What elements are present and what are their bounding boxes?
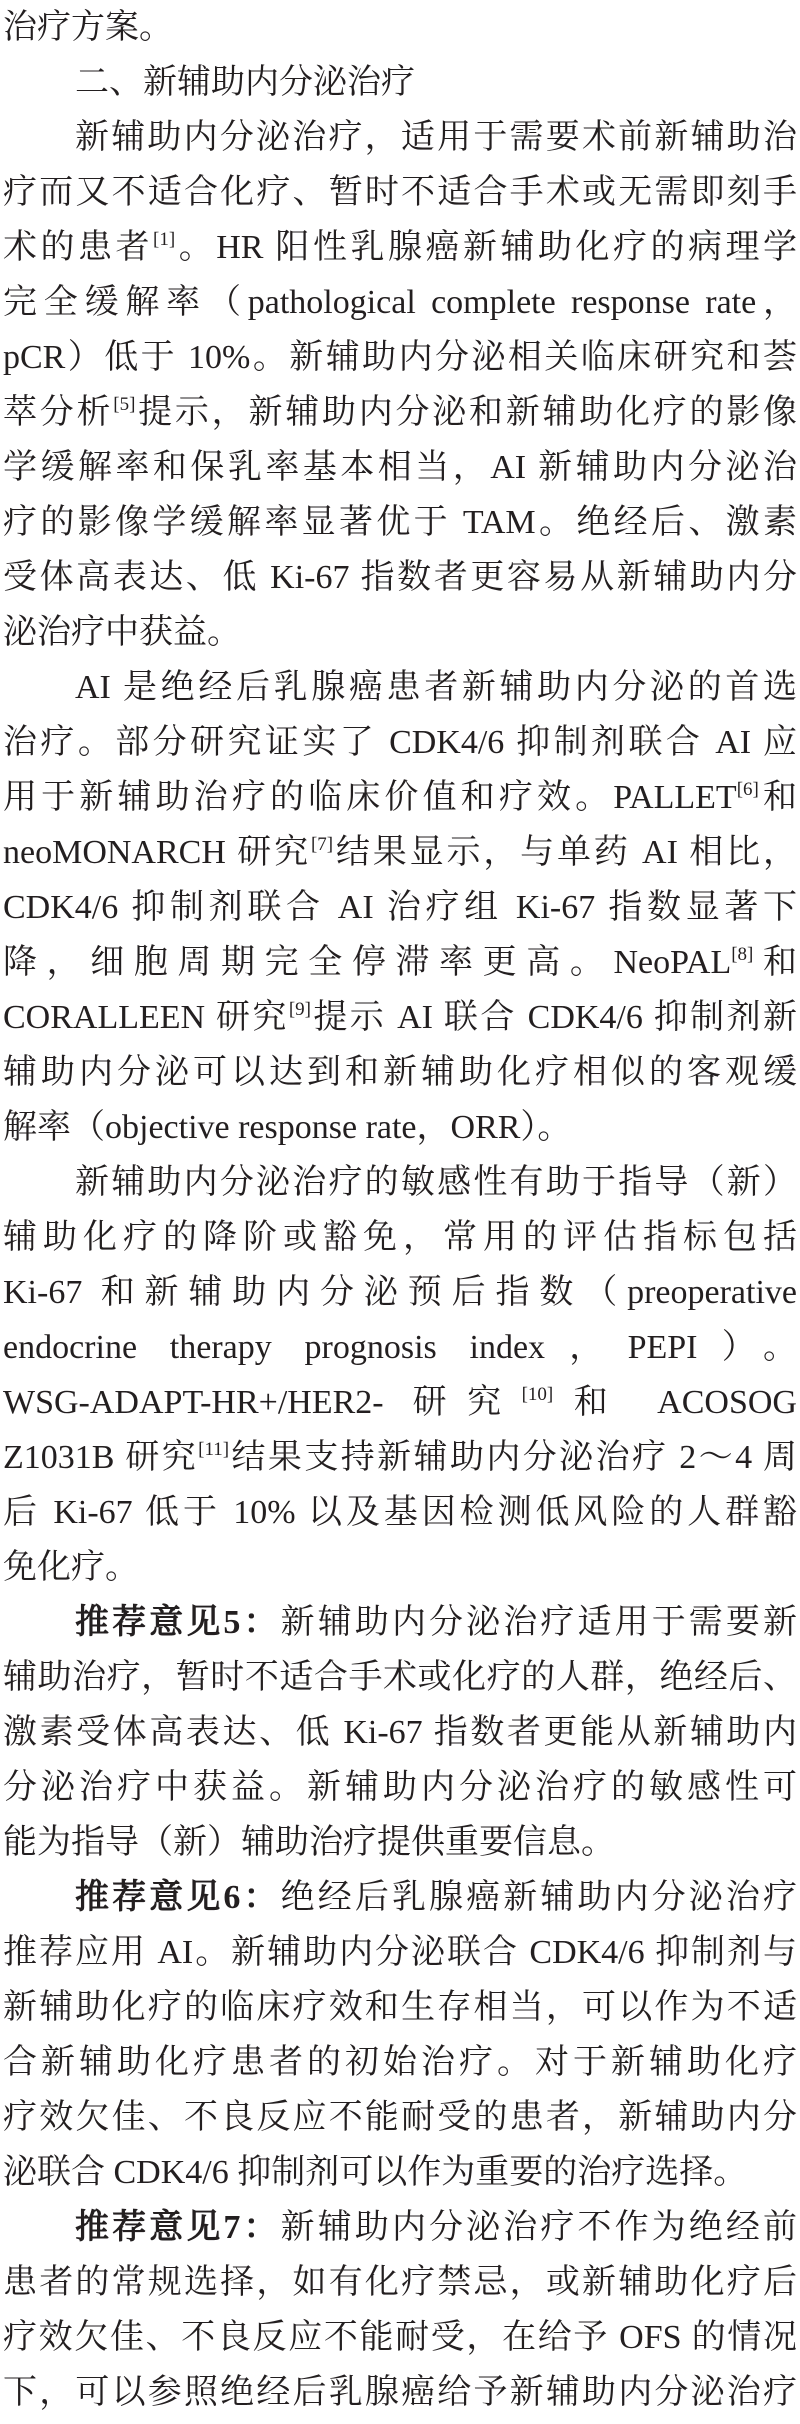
text-run: 新辅助化疗的临床疗效和生存相当，可以作为不适 (3, 1989, 797, 2026)
text-line (3, 495, 797, 550)
text-line (3, 825, 797, 880)
text-line (3, 1925, 797, 1980)
text-line (3, 1100, 797, 1155)
citation-ref: [9] (288, 999, 311, 1020)
text-run: 新辅助内分泌治疗适用于需要新 (280, 1604, 797, 1641)
text-line (3, 1045, 797, 1100)
text-run: 疗效欠佳、不良反应不能耐受，在给予 OFS 的情况 (3, 2319, 797, 2356)
text-run: 结果显示，与单药 AI 相比， (333, 834, 797, 871)
text-run: 受体高表达、低 Ki-67 指数者更容易从新辅助内分 (3, 559, 797, 596)
citation-ref: [10] (521, 1384, 554, 1405)
text-line (3, 1650, 797, 1705)
text-line (3, 1375, 797, 1430)
text-line (3, 880, 797, 935)
text-line (3, 220, 797, 275)
text-run: 萃分析 (3, 394, 114, 431)
text-line (3, 1485, 797, 1540)
text-run: 疗效欠佳、不良反应不能耐受的患者，新辅助内分 (3, 2099, 797, 2136)
text-line (3, 1320, 797, 1375)
text-line (3, 1595, 797, 1650)
text-line (3, 1870, 797, 1925)
text-run: 。HR 阳性乳腺癌新辅助化疗的病理学 (175, 229, 797, 266)
recommendation-label: 推荐意见7： (75, 2209, 281, 2246)
text-line (3, 1540, 797, 1595)
recommendation-paragraph (3, 1870, 797, 2200)
text-line (3, 935, 797, 990)
text-line (3, 330, 797, 385)
text-run: 合新辅助化疗患者的初始治疗。对于新辅助化疗 (3, 2044, 797, 2081)
citation-ref: [7] (310, 834, 334, 855)
text-run: 辅助治疗，暂时不适合手术或化疗的人群，绝经后、 (3, 1659, 797, 1696)
text-run: 能为指导（新）辅助治疗提供重要信息。 (3, 1824, 615, 1861)
text-run: 学缓解率和保乳率基本相当，AI 新辅助内分泌治 (3, 449, 797, 486)
text-run: Z1031B 研究 (3, 1439, 199, 1476)
text-run: neoMONARCH 研究 (3, 834, 311, 871)
text-line (3, 2145, 797, 2200)
text-run: 绝经后乳腺癌新辅助内分泌治疗 (280, 1879, 797, 1916)
text-line (3, 1705, 797, 1760)
text-line (3, 110, 797, 165)
text-run: 疗而又不适合化疗、暂时不适合手术或无需即刻手 (3, 174, 797, 211)
text-line (3, 1155, 797, 1210)
text-run: 解率（objective response rate，ORR）。 (3, 1109, 572, 1146)
citation-ref: [8] (731, 944, 754, 965)
text-line (3, 385, 797, 440)
text-run: 激素受体高表达、低 Ki-67 指数者更能从新辅助内 (3, 1714, 797, 1751)
text-line (3, 2035, 797, 2090)
text-line (3, 1815, 797, 1870)
recommendation-label: 推荐意见5： (75, 1604, 281, 1641)
text-line (3, 550, 797, 605)
text-line (3, 2255, 797, 2310)
text-line (3, 1430, 797, 1485)
text-run: 降，细胞周期完全停滞率更高。NeoPAL (3, 944, 732, 981)
section-heading: 二、新辅助内分泌治疗 (75, 64, 415, 101)
text-run: 免化疗。 (3, 1549, 139, 1586)
text-run: 泌联合 CDK4/6 抑制剂可以作为重要的治疗选择。 (3, 2154, 748, 2191)
continued-paragraph (3, 0, 797, 55)
text-run: 辅助内分泌可以达到和新辅助化疗相似的客观缓 (3, 1054, 797, 1091)
text-run: 结果支持新辅助内分泌治疗 2～4 周 (229, 1439, 797, 1476)
text-run: 新辅助内分泌治疗，适用于需要术前新辅助治 (75, 119, 797, 156)
citation-ref: [5] (113, 394, 136, 415)
text-line (3, 1265, 797, 1320)
text-line (3, 605, 797, 660)
text-line (3, 440, 797, 495)
citation-ref: [11] (198, 1439, 230, 1460)
text-run: 后 Ki-67 低于 10% 以及基因检测低风险的人群豁 (3, 1494, 797, 1531)
body-paragraph (3, 1155, 797, 1595)
text-line (3, 165, 797, 220)
text-run: 完全缓解率（pathological complete response rate， (3, 284, 797, 321)
text-run: endocrine therapy prognosis index，PEPI）。 (3, 1329, 797, 1366)
citation-ref: [1] (153, 229, 176, 250)
text-run: 下，可以参照绝经后乳腺癌给予新辅助内分泌治疗 (3, 2374, 797, 2411)
text-line (3, 1980, 797, 2035)
text-line (3, 1210, 797, 1265)
text-run: CORALLEEN 研究 (3, 999, 289, 1036)
text-run: 辅助化疗的降阶或豁免，常用的评估指标包括 (3, 1219, 797, 1256)
text-run: Ki-67 和新辅助内分泌预后指数（preoperative (3, 1274, 797, 1311)
text-line (3, 660, 797, 715)
text-line (3, 2365, 797, 2420)
text-line (3, 1760, 797, 1815)
text-run: 用于新辅助治疗的临床价值和疗效。PALLET (3, 779, 737, 816)
text-line (3, 2200, 797, 2255)
body-paragraph (3, 660, 797, 1155)
recommendation-paragraph (3, 1595, 797, 1870)
text-run: 泌治疗中获益。 (3, 614, 241, 651)
text-run: 和 ACOSOG (553, 1384, 797, 1421)
text-run: 分泌治疗中获益。新辅助内分泌治疗的敏感性可 (3, 1769, 797, 1806)
text-run: 提示 AI 联合 CDK4/6 抑制剂新 (310, 999, 797, 1036)
text-line (3, 0, 797, 55)
text-run: AI 是绝经后乳腺癌患者新辅助内分泌的首选 (75, 669, 797, 706)
citation-ref: [6] (736, 779, 759, 800)
text-run: WSG-ADAPT-HR+/HER2- 研究 (3, 1384, 522, 1421)
text-line (3, 2310, 797, 2365)
text-line (3, 2090, 797, 2145)
body-paragraph (3, 110, 797, 660)
recommendation-paragraph (3, 2200, 797, 2420)
text-run: 术的患者 (3, 229, 154, 266)
text-run: pCR）低于 10%。新辅助内分泌相关临床研究和荟 (3, 339, 797, 376)
recommendations (3, 1595, 797, 2420)
text-run: 疗的影像学缓解率显著优于 TAM。绝经后、激素 (3, 504, 797, 541)
text-line (3, 275, 797, 330)
text-line (3, 715, 797, 770)
body-paragraphs (3, 110, 797, 1595)
text-run: 新辅助内分泌治疗不作为绝经前 (280, 2209, 797, 2246)
text-run: 治疗。部分研究证实了 CDK4/6 抑制剂联合 AI 应 (3, 724, 797, 761)
text-line (3, 990, 797, 1045)
text-run: 和 (753, 944, 797, 981)
text-line (3, 770, 797, 825)
text-run: 提示，新辅助内分泌和新辅助化疗的影像 (135, 394, 797, 431)
text-run: 推荐应用 AI。新辅助内分泌联合 CDK4/6 抑制剂与 (3, 1934, 797, 1971)
text-run: CDK4/6 抑制剂联合 AI 治疗组 Ki-67 指数显著下 (3, 889, 797, 926)
recommendation-label: 推荐意见6： (75, 1879, 281, 1916)
text-run: 和 (758, 779, 797, 816)
text-run: 新辅助内分泌治疗的敏感性有助于指导（新） (75, 1164, 797, 1201)
text-run: 治疗方案。 (3, 9, 173, 46)
text-run: 患者的常规选择，如有化疗禁忌，或新辅助化疗后 (3, 2264, 797, 2301)
